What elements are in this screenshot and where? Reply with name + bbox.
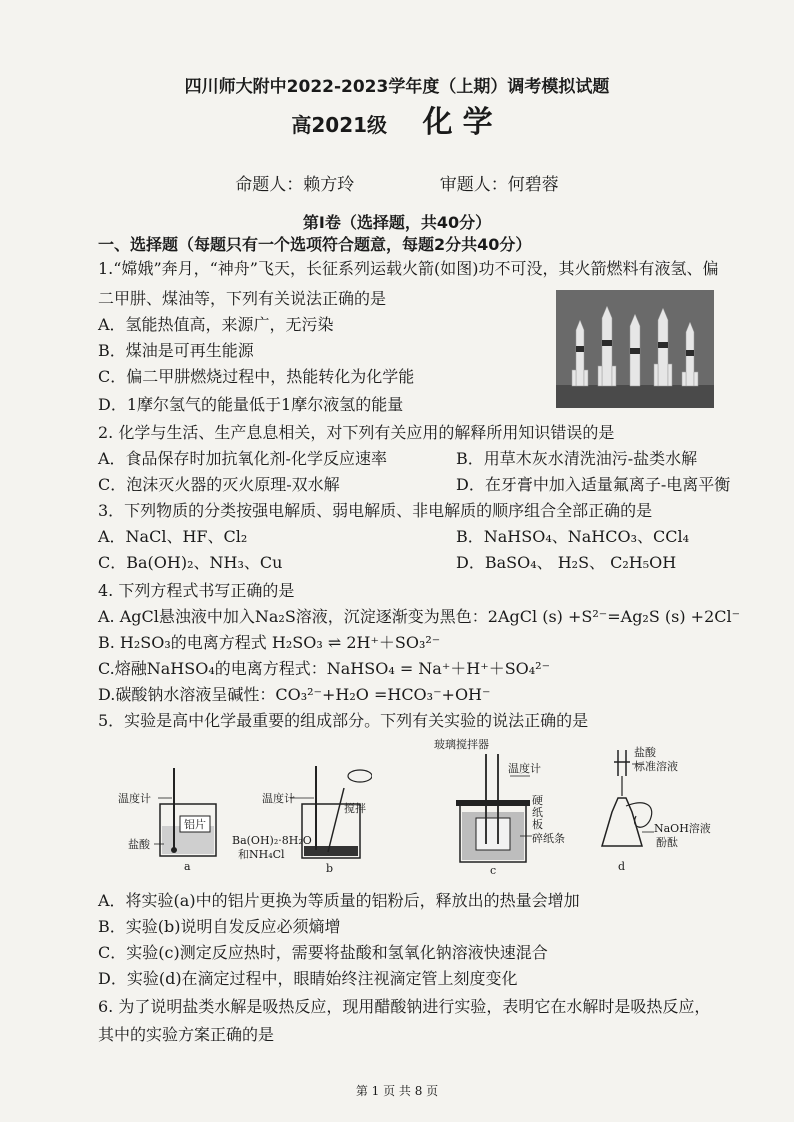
q1-stem-2: 二甲肼、煤油等，下列有关说法正确的是 bbox=[98, 289, 387, 308]
experiment-a bbox=[118, 758, 228, 878]
q5-option-d: D．实验(d)在滴定过程中，眼睛始终注视滴定管上刻度变化 bbox=[98, 969, 518, 988]
a-foil-label: 铝片 bbox=[184, 818, 206, 831]
d-base-label-2: 酚酞 bbox=[656, 836, 678, 849]
q2-option-c: C．泡沫灭火器的灭火原理-双水解 bbox=[98, 475, 340, 494]
d-acid-label-1: 盐酸 bbox=[634, 746, 656, 759]
page-footer: 第 1 页 共 8 页 bbox=[355, 1084, 439, 1098]
c-paper-label: 碎纸条 bbox=[532, 832, 565, 845]
q4-option-b: B. H₂SO₃的电离方程式 H₂SO₃ ⇌ 2H⁺＋SO₃²⁻ bbox=[98, 633, 441, 652]
q1-option-a: A．氢能热值高，来源广，无污染 bbox=[98, 315, 334, 334]
q1-option-d: D．1摩尔氢气的能量低于1摩尔液氢的能量 bbox=[98, 395, 404, 414]
q2-stem: 2. 化学与生活、生产息息相关，对下列有关应用的解释所用知识错误的是 bbox=[98, 423, 615, 442]
b-stir-label: 搅拌 bbox=[344, 802, 366, 815]
b-reagent-label-2: 和NH₄Cl bbox=[238, 848, 285, 861]
q2-option-b: B．用草木灰水清洗油污-盐类水解 bbox=[456, 449, 698, 468]
d-caption: d bbox=[618, 860, 626, 873]
authors-row bbox=[0, 174, 794, 196]
q6-stem-2: 其中的实验方案正确的是 bbox=[98, 1025, 275, 1044]
q1-option-b: B．煤油是可再生能源 bbox=[98, 341, 254, 360]
a-acid-label: 盐酸 bbox=[128, 838, 150, 851]
q5-option-c: C．实验(c)测定反应热时，需要将盐酸和氢氧化钠溶液快速混合 bbox=[98, 943, 548, 962]
b-caption: b bbox=[326, 862, 334, 875]
a-thermometer-label: 温度计 bbox=[118, 792, 151, 805]
q4-option-c: C.熔融NaHSO₄的电离方程式：NaHSO₄ = Na⁺＋H⁺＋SO₄²⁻ bbox=[98, 659, 551, 678]
q3-option-d: D．BaSO₄、 H₂S、 C₂H₅OH bbox=[456, 553, 677, 572]
rocket-illustration bbox=[556, 290, 714, 408]
q3-stem: 3．下列物质的分类按强电解质、弱电解质、非电解质的顺序组合全部正确的是 bbox=[98, 501, 653, 520]
b-reagent-label-1: Ba(OH)₂·8H₂O bbox=[232, 834, 312, 847]
experiment-c bbox=[434, 738, 586, 880]
c-board-label-2: 纸 bbox=[532, 806, 543, 819]
q2-option-d: D．在牙膏中加入适量氟离子-电离平衡 bbox=[456, 475, 731, 494]
a-caption: a bbox=[184, 860, 191, 873]
q1-stem-1: 1.“嫦娥”奔月，“神舟”飞天，长征系列运载火箭(如图)功不可没，其火箭燃料有液氢、偏 bbox=[98, 259, 719, 278]
q3-option-a: A．NaCl、HF、Cl₂ bbox=[98, 527, 248, 546]
q3-option-b: B．NaHSO₄、NaHCO₃、CCl₄ bbox=[456, 527, 690, 546]
exam-title: 四川师大附中2022-2023学年度（上期）调考模拟试题 bbox=[184, 77, 610, 97]
q5-stem: 5．实验是高中化学最重要的组成部分。下列有关实验的说法正确的是 bbox=[98, 711, 589, 730]
section-title: 一、选择题（每题只有一个选项符合题意，每题2分共40分） bbox=[98, 235, 532, 254]
author-label: 命题人：赖方玲 bbox=[235, 175, 355, 195]
d-base-label-1: NaOH溶液 bbox=[654, 822, 711, 835]
q5-option-a: A．将实验(a)中的铝片更换为等质量的铝粉后，释放出的热量会增加 bbox=[98, 891, 580, 910]
rocket-photo bbox=[556, 290, 714, 408]
q4-stem: 4. 下列方程式书写正确的是 bbox=[98, 581, 295, 600]
b-thermometer-label: 温度计 bbox=[262, 792, 295, 805]
c-thermometer-label: 温度计 bbox=[508, 762, 541, 775]
c-board-label-1: 硬 bbox=[532, 794, 543, 807]
c-board-label-3: 板 bbox=[532, 818, 543, 831]
experiment-a-drawing bbox=[118, 758, 228, 878]
d-acid-label-2: 标准溶液 bbox=[634, 760, 678, 773]
experiment-d bbox=[596, 746, 716, 882]
q3-option-c: C．Ba(OH)₂、NH₃、Cu bbox=[98, 553, 283, 572]
experiment-c-drawing bbox=[446, 740, 586, 880]
c-stirrer-label: 玻璃搅拌器 bbox=[434, 738, 489, 751]
q6-stem-1: 6. 为了说明盐类水解是吸热反应，现用醋酸钠进行实验，表明它在水解时是吸热反应， bbox=[98, 997, 711, 1016]
q5-option-b: B．实验(b)说明自发反应必须熵增 bbox=[98, 917, 341, 936]
q4-option-d: D.碳酸钠水溶液呈碱性：CO₃²⁻+H₂O =HCO₃⁻+OH⁻ bbox=[98, 685, 491, 704]
grade-label: 高2021级 bbox=[291, 113, 388, 137]
q2-option-a: A．食品保存时加抗氧化剂-化学反应速率 bbox=[98, 449, 387, 468]
q4-option-a: A. AgCl悬浊液中加入Na₂S溶液，沉淀逐渐变为黑色：2AgCl (s) +S²⁻=Ag₂S (s) +2Cl⁻ bbox=[98, 607, 741, 626]
subject-row bbox=[0, 105, 794, 140]
subject-label: 化学 bbox=[422, 105, 503, 140]
c-caption: c bbox=[490, 864, 497, 877]
experiment-b bbox=[232, 758, 372, 878]
part-title: 第Ⅰ卷（选择题，共40分） bbox=[302, 213, 492, 232]
q1-option-c: C．偏二甲肼燃烧过程中，热能转化为化学能 bbox=[98, 367, 415, 386]
reviewer-label: 审题人：何碧蓉 bbox=[439, 175, 559, 195]
